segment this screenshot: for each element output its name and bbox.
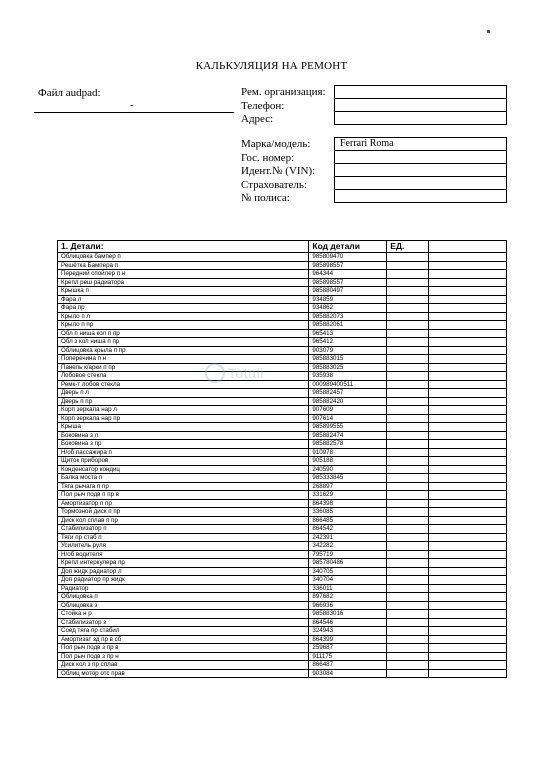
table-row bbox=[58, 389, 507, 398]
part-name-cell: Радиатор bbox=[58, 584, 309, 593]
part-name-cell: Лобовое стекла bbox=[58, 372, 309, 381]
table-row bbox=[58, 440, 507, 449]
table-row bbox=[58, 278, 507, 287]
table-row bbox=[58, 593, 507, 602]
part-name-cell: Крепл реш радиатора bbox=[58, 278, 309, 287]
form-labels-top bbox=[241, 86, 326, 127]
vehicle-form-label: Гос. номер: bbox=[241, 151, 295, 164]
unit-cell bbox=[387, 295, 429, 304]
form-labels-vehicle bbox=[241, 138, 315, 206]
extra-cell bbox=[429, 644, 507, 653]
part-code-cell: 336011 bbox=[309, 584, 387, 593]
part-name-cell: Н/об водителя bbox=[58, 550, 309, 559]
table-row bbox=[58, 584, 507, 593]
extra-cell bbox=[429, 431, 507, 440]
table-row bbox=[58, 644, 507, 653]
unit-cell bbox=[387, 508, 429, 517]
extra-cell bbox=[429, 346, 507, 355]
unit-cell bbox=[387, 423, 429, 432]
part-code-cell: 985780486 bbox=[309, 559, 387, 568]
part-code-cell: 911175 bbox=[309, 652, 387, 661]
part-code-cell: 324943 bbox=[309, 627, 387, 636]
unit-cell bbox=[387, 618, 429, 627]
table-row bbox=[58, 372, 507, 381]
unit-cell bbox=[387, 559, 429, 568]
part-name-cell: Дверь п пр bbox=[58, 397, 309, 406]
table-row bbox=[58, 567, 507, 576]
form-fields-top bbox=[334, 85, 507, 125]
extra-cell bbox=[429, 661, 507, 670]
part-code-cell: 905188 bbox=[309, 457, 387, 466]
unit-cell bbox=[387, 652, 429, 661]
table-row bbox=[58, 457, 507, 466]
table-row bbox=[58, 355, 507, 364]
part-name-cell: Боковина з пр bbox=[58, 440, 309, 449]
part-name-cell: Усилитель руля bbox=[58, 542, 309, 551]
table-row bbox=[58, 516, 507, 525]
part-name-cell: Ремк-т лобов стекла bbox=[58, 380, 309, 389]
org-form-field[interactable] bbox=[335, 86, 506, 99]
part-name-cell: Диск кол сплав п пр bbox=[58, 516, 309, 525]
unit-cell bbox=[387, 533, 429, 542]
part-name-cell: Обл п ниша кол п пр bbox=[58, 329, 309, 338]
table-row bbox=[58, 406, 507, 415]
unit-cell bbox=[387, 644, 429, 653]
extra-cell bbox=[429, 482, 507, 491]
part-name-cell: Пол рыч подв п пр в bbox=[58, 491, 309, 500]
extra-cell bbox=[429, 261, 507, 270]
part-code-cell: 985883025 bbox=[309, 363, 387, 372]
extra-cell bbox=[429, 329, 507, 338]
unit-cell bbox=[387, 465, 429, 474]
document-title: КАЛЬКУЛЯЦИЯ НА РЕМОНТ bbox=[195, 60, 348, 72]
table-row bbox=[58, 329, 507, 338]
part-code-cell: 903079 bbox=[309, 346, 387, 355]
table-row bbox=[58, 270, 507, 279]
table-row bbox=[58, 550, 507, 559]
unit-cell bbox=[387, 661, 429, 670]
table-row bbox=[58, 448, 507, 457]
part-code-cell: 985882073 bbox=[309, 312, 387, 321]
extra-cell bbox=[429, 593, 507, 602]
corner-mark bbox=[487, 30, 490, 33]
part-code-cell: 907614 bbox=[309, 414, 387, 423]
table-row bbox=[58, 533, 507, 542]
part-name-cell: Поперечина п н bbox=[58, 355, 309, 364]
part-name-cell: Панель к/арки п пр bbox=[58, 363, 309, 372]
vehicle-form-field[interactable]: Ferrari Roma bbox=[335, 138, 506, 151]
part-name-cell: Стабилизатор п bbox=[58, 525, 309, 534]
unit-cell bbox=[387, 550, 429, 559]
part-code-cell: 897682 bbox=[309, 593, 387, 602]
part-code-cell: 964344 bbox=[309, 270, 387, 279]
extra-cell bbox=[429, 287, 507, 296]
table-row bbox=[58, 601, 507, 610]
part-code-cell: 907609 bbox=[309, 406, 387, 415]
part-code-cell: 336085 bbox=[309, 508, 387, 517]
header-empty bbox=[429, 241, 507, 253]
part-name-cell: Соед тяга пр стабил bbox=[58, 627, 309, 636]
extra-cell bbox=[429, 389, 507, 398]
part-name-cell: Пол рыч подв з пр в bbox=[58, 644, 309, 653]
extra-cell bbox=[429, 457, 507, 466]
extra-cell bbox=[429, 380, 507, 389]
part-name-cell: Амортизат зд пр в сб bbox=[58, 635, 309, 644]
table-row bbox=[58, 321, 507, 330]
unit-cell bbox=[387, 380, 429, 389]
unit-cell bbox=[387, 474, 429, 483]
part-name-cell: Н/об пассажира п bbox=[58, 448, 309, 457]
org-form-label: Адрес: bbox=[241, 113, 274, 125]
part-code-cell: 985880497 bbox=[309, 287, 387, 296]
extra-cell bbox=[429, 491, 507, 500]
extra-cell bbox=[429, 601, 507, 610]
part-name-cell: Диск кол з пр сплав bbox=[58, 661, 309, 670]
extra-cell bbox=[429, 465, 507, 474]
unit-cell bbox=[387, 372, 429, 381]
watermark-text: Totali bbox=[228, 365, 264, 381]
extra-cell bbox=[429, 576, 507, 585]
extra-cell bbox=[429, 635, 507, 644]
parts-table bbox=[57, 240, 507, 678]
watermark bbox=[205, 363, 264, 383]
unit-cell bbox=[387, 278, 429, 287]
part-code-cell: 866485 bbox=[309, 516, 387, 525]
table-row bbox=[58, 482, 507, 491]
extra-cell bbox=[429, 304, 507, 313]
part-code-cell: 985899555 bbox=[309, 423, 387, 432]
part-name-cell: Боковина з л bbox=[58, 431, 309, 440]
unit-cell bbox=[387, 440, 429, 449]
part-code-cell: 985882474 bbox=[309, 431, 387, 440]
unit-cell bbox=[387, 261, 429, 270]
part-code-cell: 985882420 bbox=[309, 397, 387, 406]
part-code-cell: 985883015 bbox=[309, 355, 387, 364]
table-row bbox=[58, 431, 507, 440]
part-name-cell: Корп зеркала нар л bbox=[58, 406, 309, 415]
part-code-cell: 268897 bbox=[309, 482, 387, 491]
header-parts: 1. Детали: bbox=[58, 241, 309, 253]
unit-cell bbox=[387, 610, 429, 619]
unit-cell bbox=[387, 669, 429, 678]
extra-cell bbox=[429, 448, 507, 457]
part-code-cell: 965413 bbox=[309, 329, 387, 338]
unit-cell bbox=[387, 363, 429, 372]
unit-cell bbox=[387, 601, 429, 610]
part-name-cell: Облицовка п bbox=[58, 593, 309, 602]
unit-cell bbox=[387, 627, 429, 636]
part-code-cell: 985882061 bbox=[309, 321, 387, 330]
part-name-cell: Корп зеркала нар пр bbox=[58, 414, 309, 423]
extra-cell bbox=[429, 355, 507, 364]
part-name-cell: Стабилизатор з bbox=[58, 618, 309, 627]
extra-cell bbox=[429, 584, 507, 593]
parts-table-header bbox=[58, 241, 507, 253]
extra-cell bbox=[429, 550, 507, 559]
table-row bbox=[58, 304, 507, 313]
part-code-cell: 935938 bbox=[309, 372, 387, 381]
extra-cell bbox=[429, 499, 507, 508]
extra-cell bbox=[429, 338, 507, 347]
extra-cell bbox=[429, 533, 507, 542]
part-code-cell: 910978 bbox=[309, 448, 387, 457]
extra-cell bbox=[429, 372, 507, 381]
unit-cell bbox=[387, 542, 429, 551]
vehicle-form-field[interactable] bbox=[335, 190, 506, 203]
org-form-label: Телефон: bbox=[241, 99, 285, 112]
unit-cell bbox=[387, 321, 429, 330]
table-row bbox=[58, 380, 507, 389]
vehicle-form-field[interactable] bbox=[335, 164, 506, 177]
extra-cell bbox=[429, 363, 507, 372]
file-label: Файл audpad: bbox=[38, 87, 101, 99]
part-name-cell: Крепл интеркулера пр bbox=[58, 559, 309, 568]
table-row bbox=[58, 423, 507, 432]
part-code-cell: 259687 bbox=[309, 644, 387, 653]
table-row bbox=[58, 491, 507, 500]
part-name-cell: Доп радиатор пр жидк bbox=[58, 576, 309, 585]
vehicle-form-field[interactable] bbox=[335, 151, 506, 164]
table-row bbox=[58, 618, 507, 627]
extra-cell bbox=[429, 270, 507, 279]
header-part-code: Код детали bbox=[309, 241, 387, 253]
unit-cell bbox=[387, 270, 429, 279]
table-row bbox=[58, 652, 507, 661]
part-name-cell: Пол рыч подв з пр н bbox=[58, 652, 309, 661]
table-row bbox=[58, 627, 507, 636]
extra-cell bbox=[429, 397, 507, 406]
extra-cell bbox=[429, 474, 507, 483]
part-code-cell: 965412 bbox=[309, 338, 387, 347]
part-name-cell: Облиц мотор отс прав bbox=[58, 669, 309, 678]
part-code-cell: 864399 bbox=[309, 635, 387, 644]
part-code-cell: 985809470 bbox=[309, 253, 387, 262]
table-row bbox=[58, 635, 507, 644]
table-row bbox=[58, 465, 507, 474]
extra-cell bbox=[429, 253, 507, 262]
table-row bbox=[58, 338, 507, 347]
table-row bbox=[58, 610, 507, 619]
part-name-cell: Обл з кол ниша п пр bbox=[58, 338, 309, 347]
unit-cell bbox=[387, 346, 429, 355]
extra-cell bbox=[429, 516, 507, 525]
extra-cell bbox=[429, 278, 507, 287]
table-row bbox=[58, 474, 507, 483]
extra-cell bbox=[429, 618, 507, 627]
part-code-cell: 985898557 bbox=[309, 261, 387, 270]
part-name-cell: Фара пр bbox=[58, 304, 309, 313]
part-name-cell: Доп жидк радиатор л bbox=[58, 567, 309, 576]
unit-cell bbox=[387, 414, 429, 423]
table-row bbox=[58, 287, 507, 296]
table-row bbox=[58, 261, 507, 270]
unit-cell bbox=[387, 593, 429, 602]
extra-cell bbox=[429, 295, 507, 304]
part-code-cell: 966936 bbox=[309, 601, 387, 610]
vehicle-form-label: Идент.№ (VIN): bbox=[241, 165, 316, 177]
table-row bbox=[58, 346, 507, 355]
unit-cell bbox=[387, 397, 429, 406]
table-row bbox=[58, 508, 507, 517]
unit-cell bbox=[387, 329, 429, 338]
part-name-cell: Амортизатор п пр bbox=[58, 499, 309, 508]
table-row bbox=[58, 525, 507, 534]
unit-cell bbox=[387, 338, 429, 347]
unit-cell bbox=[387, 406, 429, 415]
header-unit: ЕД. bbox=[387, 241, 429, 253]
unit-cell bbox=[387, 525, 429, 534]
part-code-cell: 340705 bbox=[309, 567, 387, 576]
table-row bbox=[58, 661, 507, 670]
extra-cell bbox=[429, 406, 507, 415]
unit-cell bbox=[387, 287, 429, 296]
part-code-cell: 985333845 bbox=[309, 474, 387, 483]
part-code-cell: 985883016 bbox=[309, 610, 387, 619]
unit-cell bbox=[387, 584, 429, 593]
part-code-cell: 795719 bbox=[309, 550, 387, 559]
table-row bbox=[58, 414, 507, 423]
part-name-cell: Конденсатор кондиц bbox=[58, 465, 309, 474]
part-code-cell: 985882578 bbox=[309, 440, 387, 449]
unit-cell bbox=[387, 304, 429, 313]
part-name-cell: Фара л bbox=[58, 295, 309, 304]
extra-cell bbox=[429, 440, 507, 449]
part-code-cell: 864542 bbox=[309, 525, 387, 534]
part-code-cell: 240590 bbox=[309, 465, 387, 474]
table-row bbox=[58, 542, 507, 551]
unit-cell bbox=[387, 448, 429, 457]
unit-cell bbox=[387, 516, 429, 525]
org-form-label: Рем. организация: bbox=[241, 86, 326, 98]
unit-cell bbox=[387, 253, 429, 262]
part-name-cell: Тяги пр стаб п bbox=[58, 533, 309, 542]
part-code-cell: 903084 bbox=[309, 669, 387, 678]
unit-cell bbox=[387, 312, 429, 321]
part-name-cell: Тормозной диск п пр bbox=[58, 508, 309, 517]
table-row bbox=[58, 669, 507, 678]
unit-cell bbox=[387, 567, 429, 576]
form-fields-vehicle bbox=[334, 137, 507, 203]
table-row bbox=[58, 363, 507, 372]
vehicle-form-label: № полиса: bbox=[241, 192, 290, 204]
extra-cell bbox=[429, 525, 507, 534]
part-code-cell: 331629 bbox=[309, 491, 387, 500]
unit-cell bbox=[387, 491, 429, 500]
part-code-cell: 340704 bbox=[309, 576, 387, 585]
table-row bbox=[58, 295, 507, 304]
vehicle-form-label: Страхователь: bbox=[241, 178, 307, 191]
part-name-cell: Стойка н р bbox=[58, 610, 309, 619]
table-row bbox=[58, 312, 507, 321]
file-underline bbox=[34, 112, 234, 113]
part-code-cell: 000989400511 bbox=[309, 380, 387, 389]
part-code-cell: 864398 bbox=[309, 499, 387, 508]
extra-cell bbox=[429, 652, 507, 661]
unit-cell bbox=[387, 635, 429, 644]
part-name-cell: Балка моста п bbox=[58, 474, 309, 483]
extra-cell bbox=[429, 610, 507, 619]
extra-cell bbox=[429, 423, 507, 432]
part-name-cell: Облицовка з bbox=[58, 601, 309, 610]
extra-cell bbox=[429, 559, 507, 568]
part-code-cell: 985898557 bbox=[309, 278, 387, 287]
table-row bbox=[58, 576, 507, 585]
table-row bbox=[58, 499, 507, 508]
part-name-cell: Крыша bbox=[58, 423, 309, 432]
part-name-cell: Крыло п л bbox=[58, 312, 309, 321]
part-code-cell: 242391 bbox=[309, 533, 387, 542]
watermark-logo-icon bbox=[205, 363, 225, 383]
unit-cell bbox=[387, 389, 429, 398]
file-value: - bbox=[130, 99, 134, 111]
part-code-cell: 934859 bbox=[309, 295, 387, 304]
extra-cell bbox=[429, 669, 507, 678]
org-form-field[interactable] bbox=[335, 99, 506, 112]
unit-cell bbox=[387, 499, 429, 508]
table-row bbox=[58, 253, 507, 262]
part-name-cell: Дверь п л bbox=[58, 389, 309, 398]
unit-cell bbox=[387, 431, 429, 440]
unit-cell bbox=[387, 457, 429, 466]
extra-cell bbox=[429, 627, 507, 636]
extra-cell bbox=[429, 567, 507, 576]
part-name-cell: Щиток приборов bbox=[58, 457, 309, 466]
table-row bbox=[58, 559, 507, 568]
table-row bbox=[58, 397, 507, 406]
unit-cell bbox=[387, 355, 429, 364]
extra-cell bbox=[429, 312, 507, 321]
part-name-cell: Облицовка бампер п bbox=[58, 253, 309, 262]
extra-cell bbox=[429, 508, 507, 517]
extra-cell bbox=[429, 414, 507, 423]
org-form-field[interactable] bbox=[335, 112, 506, 125]
vehicle-form-label: Марка/модель: bbox=[241, 138, 311, 150]
extra-cell bbox=[429, 321, 507, 330]
part-code-cell: 864546 bbox=[309, 618, 387, 627]
part-name-cell: Тяга рычага п пр bbox=[58, 482, 309, 491]
part-name-cell: Решётка Бампера п bbox=[58, 261, 309, 270]
unit-cell bbox=[387, 576, 429, 585]
unit-cell bbox=[387, 482, 429, 491]
extra-cell bbox=[429, 542, 507, 551]
vehicle-form-field[interactable] bbox=[335, 177, 506, 190]
part-code-cell: 934862 bbox=[309, 304, 387, 313]
part-name-cell: Облицовка крыла п пр bbox=[58, 346, 309, 355]
part-code-cell: 866487 bbox=[309, 661, 387, 670]
part-name-cell: Крыло п пр bbox=[58, 321, 309, 330]
part-code-cell: 985882457 bbox=[309, 389, 387, 398]
part-name-cell: Передний спойлер п н bbox=[58, 270, 309, 279]
part-code-cell: 342282 bbox=[309, 542, 387, 551]
part-name-cell: Крышка п bbox=[58, 287, 309, 296]
